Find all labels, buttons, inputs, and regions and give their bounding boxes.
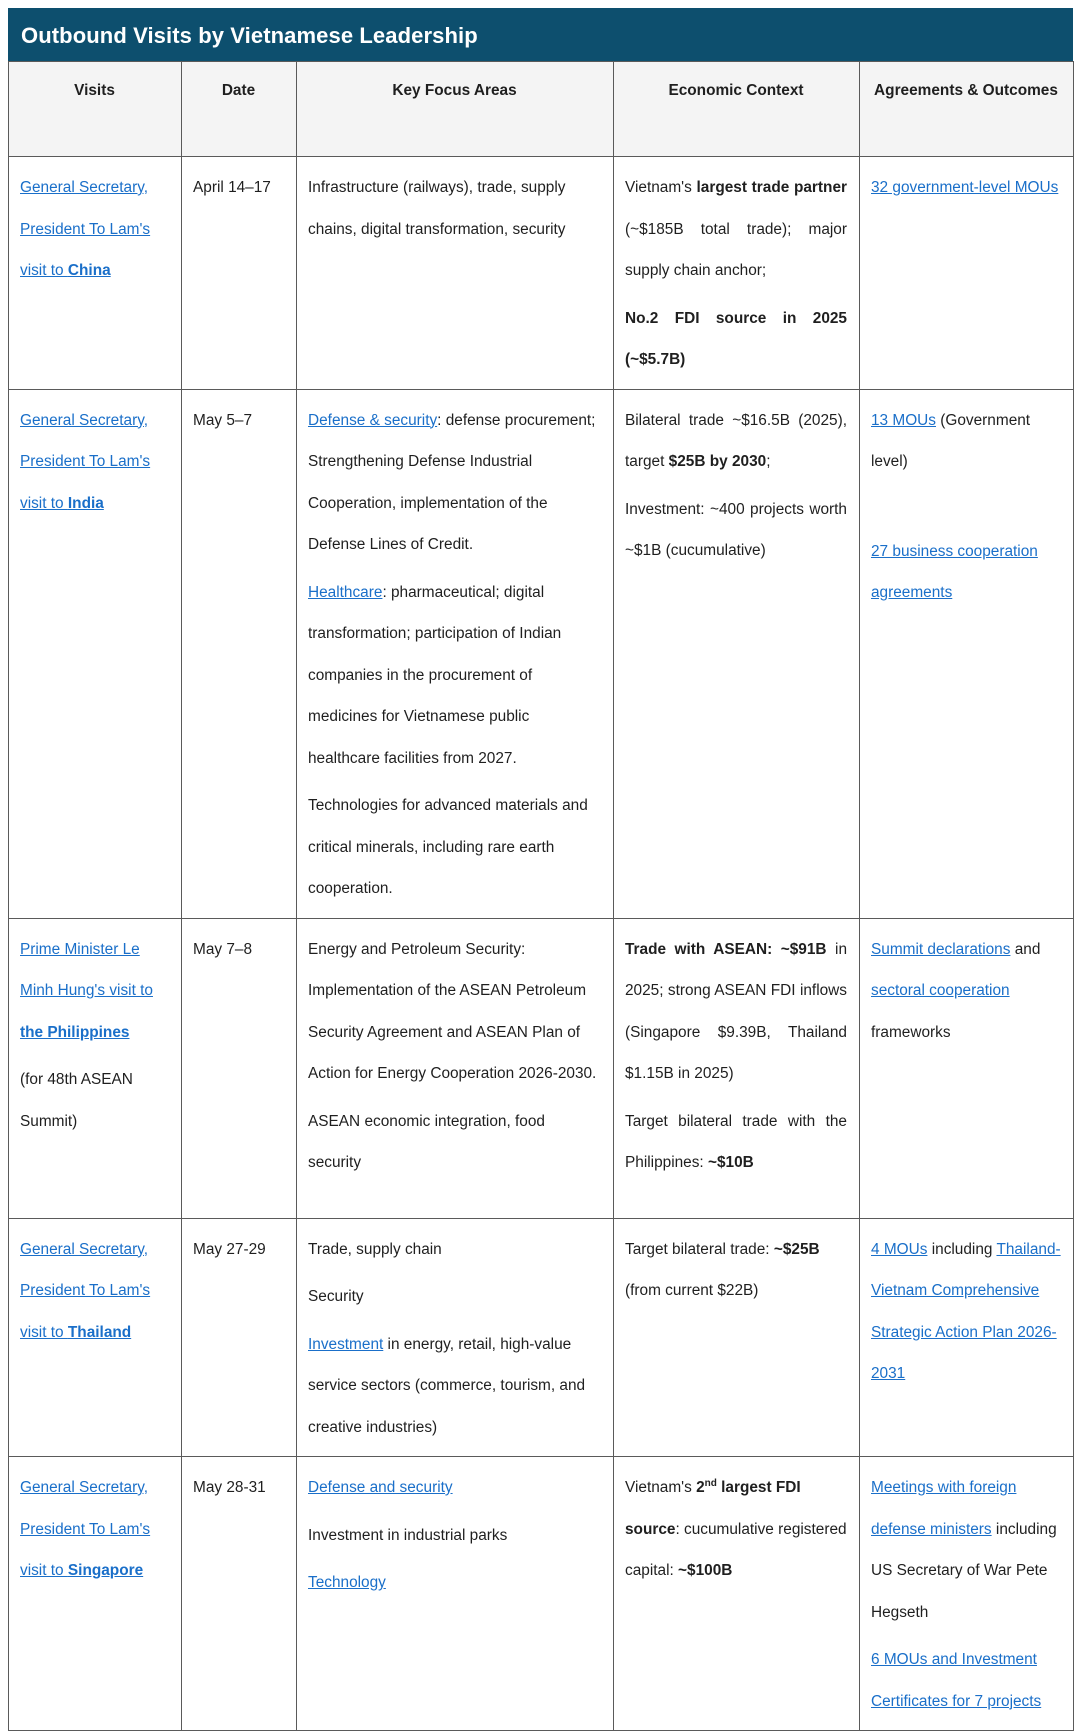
agreements-cell: Summit declarations and sectoral cooperation frameworks [860,918,1074,1218]
date-cell: May 7–8 [182,918,297,1218]
visit-cell [9,1457,182,1731]
header-focus: Key Focus Areas [297,62,614,157]
focus-cell: Infrastructure (railways), trade, supply chains, digital transformation, security [297,157,614,390]
economic-cell: Bilateral trade ~$16.5B (2025), target $25B by 2030; Investment: ~400 projects worth ~$1B (cucumulative) [614,389,860,918]
economic-cell: Trade with ASEAN: ~$91B in 2025; strong ASEAN FDI inflows (Singapore $9.39B, Thailand $1.15B in 2025) Target bilateral trade with the Philippines: ~$10B [614,918,860,1218]
header-date: Date [182,62,297,157]
focus-link[interactable]: Defense and security [308,1479,453,1496]
visit-cell [9,157,182,390]
agreements-cell: Meetings with foreign defense ministers including US Secretary of War Pete Hegseth 6 MOUs and Investment Certificates for 7 projects [860,1457,1074,1731]
table-row [9,918,1074,1218]
economic-cell: Target bilateral trade: ~$25B (from current $22B) [614,1218,860,1457]
agreement-link[interactable]: Thailand-Vietnam Comprehensive Strategic Action Plan 2026-2031 [871,1240,1061,1382]
agreement-link[interactable]: 13 MOUs [871,411,936,429]
visit-note: (for 48th ASEAN Summit) [20,1071,133,1130]
agreement-link[interactable]: sectoral cooperation [871,982,1010,999]
visit-cell [9,918,182,1218]
focus-cell: Energy and Petroleum Security: Implementation of the ASEAN Petroleum Security Agreement and ASEAN Plan of Action for Energy Cooperation 2026-2030. ASEAN economic integration, food security [297,918,614,1218]
agreement-link[interactable]: 27 business cooperation agreements [871,542,1038,601]
agreement-link[interactable]: Meetings with foreign defense ministers [871,1479,1017,1538]
focus-cell: Defense and security Investment in industrial parks Technology [297,1457,614,1731]
header-visits: Visits [9,62,182,157]
table-row [9,1457,1074,1731]
table-row [9,389,1074,918]
date-cell: May 28-31 [182,1457,297,1731]
focus-cell: Trade, supply chain Security Investment in energy, retail, high-value service sectors (commerce, tourism, and creative industries) [297,1218,614,1457]
focus-link[interactable]: Technology [308,1574,386,1591]
visits-table [8,61,1074,1731]
visit-link[interactable]: Prime Minister Le Minh Hung's visit to the Philippines [20,940,153,1041]
visit-cell [9,389,182,918]
date-cell: April 14–17 [182,157,297,390]
economic-cell: Vietnam's largest trade partner (~$185B total trade); major supply chain anchor; No.2 FDI source in 2025 (~$5.7B) [614,157,860,390]
agreement-link[interactable]: 6 MOUs and Investment Certificates for 7 projects [871,1651,1042,1710]
economic-cell: Vietnam's 2nd largest FDI source: cucumulative registered capital: ~$100B [614,1457,860,1731]
focus-cell: Defense & security: defense procurement; Strengthening Defense Industrial Cooperation, implementation of the Defense Lines of Credit. Healthcare: pharmaceutical; digital transformation; participation of Indian companies in the procurement of medicines for Vietnamese public healthcare facilities from 2027. Technologies for advanced materials and critical minerals, including rare earth cooperation. [297,389,614,918]
agreements-cell: 13 MOUs (Government level) 27 business cooperation agreements [860,389,1074,918]
focus-link[interactable]: Investment [308,1335,384,1353]
agreements-cell: 4 MOUs including Thailand-Vietnam Comprehensive Strategic Action Plan 2026-2031 [860,1218,1074,1457]
header-row [9,62,1074,157]
table-row [9,1218,1074,1457]
table-title: Outbound Visits by Vietnamese Leadership [8,8,1073,61]
visit-link[interactable]: General Secretary, President To Lam's visit to China [20,179,151,279]
agreement-link[interactable]: 4 MOUs [871,1240,928,1258]
agreement-link[interactable]: Summit declarations [871,940,1011,958]
agreements-cell [860,157,1074,390]
visit-cell [9,1218,182,1457]
visit-link[interactable]: General Secretary, President To Lam's visit to Singapore [20,1479,151,1579]
focus-link[interactable]: Defense & security [308,411,438,429]
header-economic: Economic Context [614,62,860,157]
table-row [9,157,1074,390]
date-cell: May 5–7 [182,389,297,918]
date-cell: May 27-29 [182,1218,297,1457]
agreement-link[interactable]: 32 government-level MOUs [871,179,1059,196]
focus-link[interactable]: Healthcare [308,583,383,601]
visit-link[interactable]: General Secretary, President To Lam's visit to Thailand [20,1240,151,1341]
visits-document [8,8,1073,1731]
header-agreements: Agreements & Outcomes [860,62,1074,157]
visit-link[interactable]: General Secretary, President To Lam's visit to India [20,411,151,512]
